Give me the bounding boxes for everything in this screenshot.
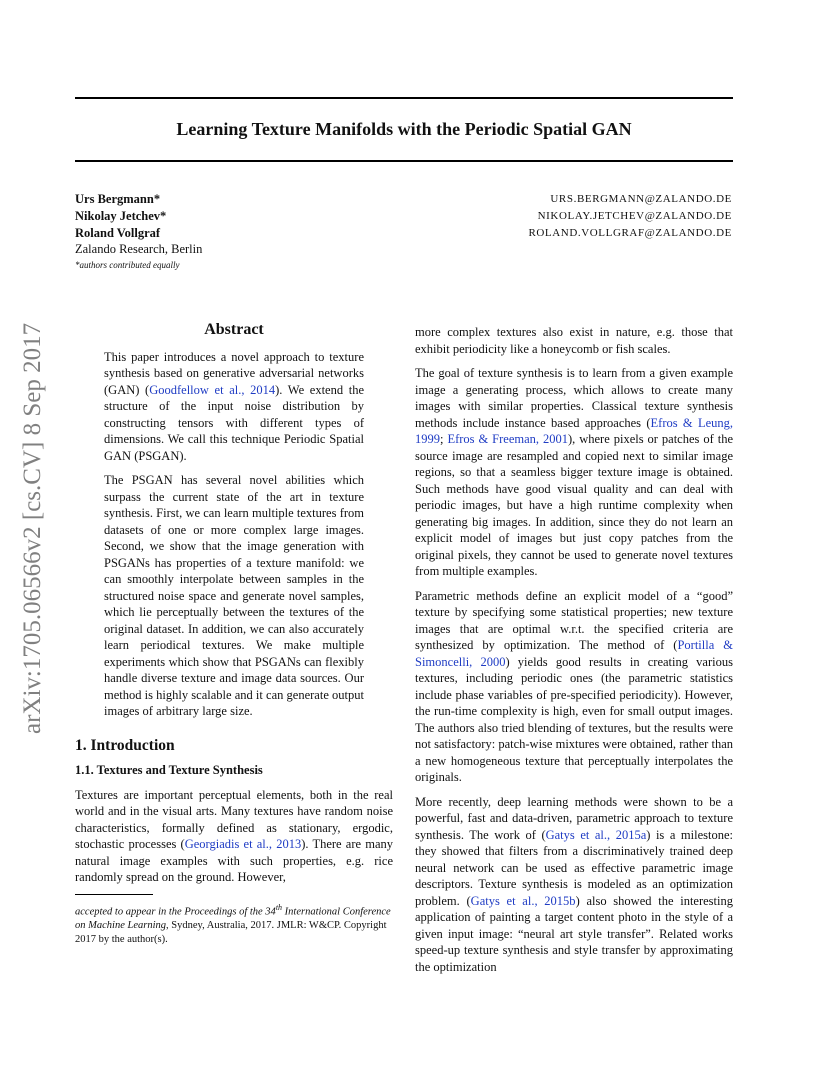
citation-link[interactable]: Portilla & Simoncelli, 2000 xyxy=(415,638,734,669)
citation-link[interactable]: Efros & Leung, 1999 xyxy=(415,415,733,446)
paper-title: Learning Texture Manifolds with the Periodic Spatial GAN xyxy=(176,119,632,139)
abstract-text: ). We extend the structure of the input noise distribution by constructing tensors with different types of dimensions. We call this technique Periodic Spatial GAN (PSGAN). xyxy=(104,382,364,463)
footnote-superscript: th xyxy=(275,902,283,912)
subsection-heading: 1.1. Textures and Texture Synthesis xyxy=(75,763,263,777)
body-text: ) also showed the interesting application of painting a target content photo in the style of a given input image: “neural art style transfer”. Related works speed-up texture synthesis and style transfer by approximating the optimization xyxy=(415,893,733,974)
author-email[interactable]: NIKOLAY.JETCHEV@ZALANDO.DE xyxy=(537,210,732,222)
right-column xyxy=(415,324,733,983)
body-text: Textures are important perceptual elements, both in the real world and in the visual arts. Many textures have random noise characteristics, formally defined as stationary, ergodic, stochastic processes ( xyxy=(75,787,393,851)
arxiv-stamp: arXiv:1705.06566v2 [cs.CV] 8 Sep 2017 xyxy=(19,322,46,734)
author-name: Roland Vollgraf xyxy=(75,226,161,240)
footnote-rule xyxy=(75,894,153,895)
body-paragraph xyxy=(415,588,733,786)
citation-link[interactable]: Georgiadis et al., 2013 xyxy=(184,837,302,851)
footnote-text: , Sydney, Australia, 2017. JMLR: W&CP. Copyright 2017 by the author(s). xyxy=(75,920,387,945)
author-name: Nikolay Jetchev* xyxy=(75,209,167,223)
affiliation: Zalando Research, Berlin xyxy=(75,242,203,256)
body-paragraph xyxy=(415,794,733,976)
abstract-text: This paper introduces a novel approach to texture synthesis based on generative adversarial networks (GAN) ( xyxy=(104,349,364,397)
equal-contribution-note: *authors contributed equally xyxy=(75,260,180,270)
title-bottom-rule xyxy=(75,160,733,162)
body-paragraph xyxy=(415,365,733,580)
footnote xyxy=(75,901,393,948)
citation-link[interactable]: Goodfellow et al., 2014 xyxy=(149,382,276,397)
body-paragraph xyxy=(75,787,393,886)
body-text: ; xyxy=(440,432,448,446)
left-column xyxy=(75,322,393,947)
abstract-paragraph: The PSGAN has several novel abilities which surpass the current state of the art in texture synthesis. First, we can learn multiple textures from datasets of one or more complex large images. Second, we show that the image generation with PSGANs has properties of a texture manifold: we can smoothly interpolate between samples in the structured noise space and generate novel samples, which lie perceptually between the textures of the original dataset. In addition, we can also accurately learn periodical textures. We make multiple experiments which show that PSGANs can flexibly handle diverse texture and image data sources. Our method is highly scalable and it can generate output images of arbitrary large size. xyxy=(104,473,364,718)
body-text: Parametric methods define an explicit model of a “good” texture by specifying some statistical properties; new texture images that are optimal w.r.t. the specified criteria are synthesized by optimization. The method of ( xyxy=(415,588,733,652)
author-emails xyxy=(528,191,732,242)
section-heading: 1. Introduction xyxy=(75,736,175,754)
footnote-text: International Conference on Machine Learning xyxy=(75,906,391,931)
abstract-section xyxy=(75,322,393,720)
author-email[interactable]: ROLAND.VOLLGRAF@ZALANDO.DE xyxy=(528,227,732,239)
citation-link[interactable]: Efros & Freeman, 2001 xyxy=(447,432,568,446)
body-text: ). There are many natural image examples with such properties, e.g. rice randomly spread on the ground. However, xyxy=(75,837,393,884)
author-name: Urs Bergmann* xyxy=(75,192,161,206)
citation-link[interactable]: Gatys et al., 2015a xyxy=(545,827,647,842)
body-text: The goal of texture synthesis is to learn from a given example image a generating process, which allows to create many images with similar properties. Classical texture synthesis methods include instance based approaches ( xyxy=(415,366,733,430)
citation-link[interactable]: Gatys et al., 2015b xyxy=(470,893,576,908)
abstract-paragraph xyxy=(104,349,364,465)
body-text: More recently, deep learning methods were shown to be a powerful, fast and data-driven, parametric approach to texture synthesis. The work of ( xyxy=(415,794,733,842)
author-list xyxy=(75,191,166,242)
author-email[interactable]: URS.BERGMANN@ZALANDO.DE xyxy=(550,193,732,205)
body-text: ), where pixels or patches of the source image are resampled and copied next to similar image regions, so that a seamless bigger texture image is obtained. Such methods have good visual quality and can deal with periodic images, but have a high runtime complexity when generating big images. In addition, since they do not learn an explicit model of images but just copy patches from the original pixels, they cannot be used to generate novel textures from multiple examples. xyxy=(415,432,734,578)
body-paragraph: more complex textures also exist in nature, e.g. those that exhibit periodicity like a honeycomb or fish scales. xyxy=(415,325,733,356)
footnote-text: accepted to appear in the Proceedings of the 34 xyxy=(75,906,276,917)
body-text: ) is a milestone: they showed that filters from a discriminatively trained deep neural network can be used as effective parametric image descriptors. Texture synthesis is modeled as an optimization problem. ( xyxy=(415,827,733,908)
top-rule xyxy=(75,97,733,99)
abstract-heading: Abstract xyxy=(204,321,264,338)
body-text: ) yields good results in creating various textures, including periodic ones (the parametric statistics include phase variables of pre-specified periodicity). However, the run-time complexity is high, even for small output images. The authors also tried blending of textures, but the results were not satisfactory: patch-wise mixtures were obtained, rather than a new homogeneous texture that perceptually interpolates the originals. xyxy=(415,654,733,784)
